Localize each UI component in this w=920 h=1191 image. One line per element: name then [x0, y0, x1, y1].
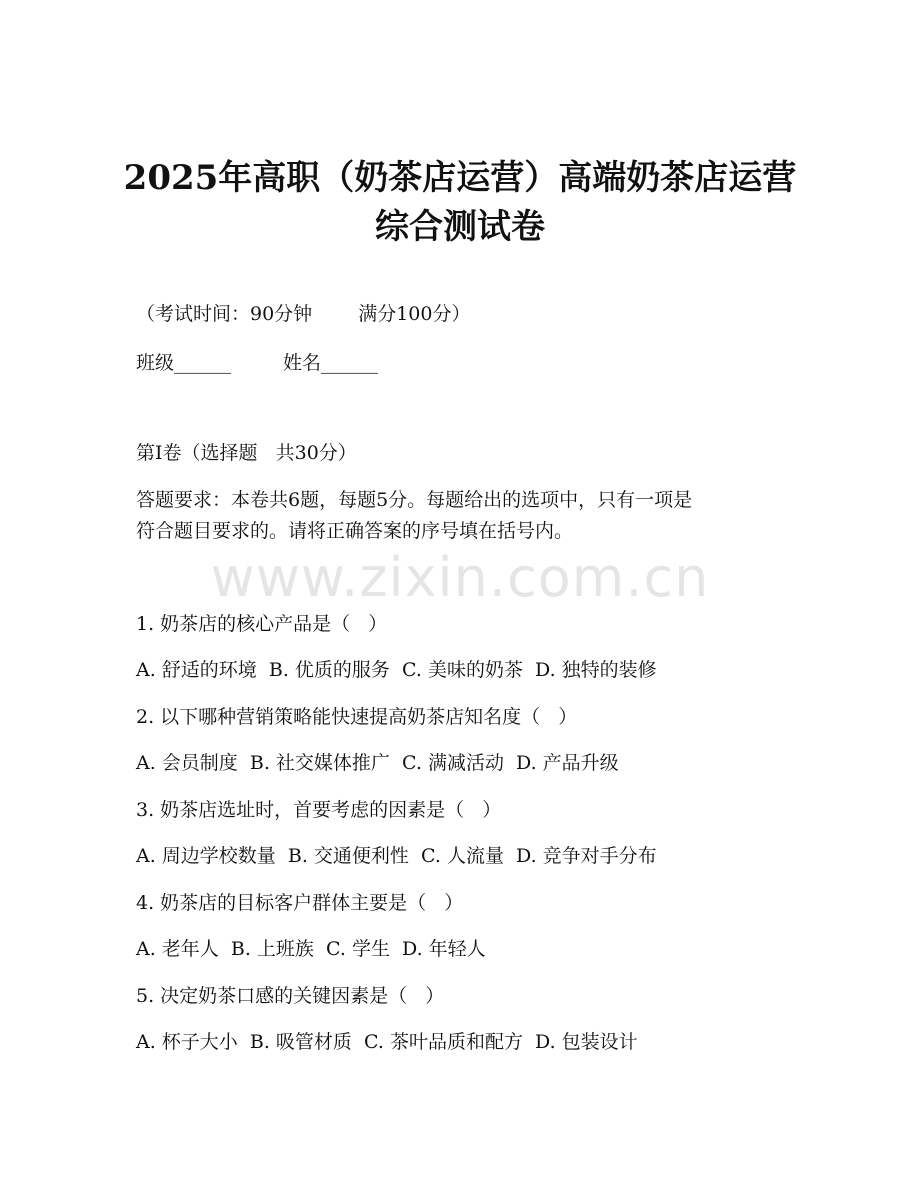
question-5-options: A. 杯子大小 B. 吸管材质 C. 茶叶品质和配方 D. 包装设计 [136, 1031, 638, 1053]
watermark: www.zixin.com.cn [210, 546, 710, 609]
exam-info [136, 301, 470, 327]
class-label: 班级______ [136, 352, 232, 374]
exam-total-score: 满分100分） [358, 303, 471, 325]
question-3-options: A. 周边学校数量 B. 交通便利性 C. 人流量 D. 竞争对手分布 [136, 845, 657, 867]
question-2-options: A. 会员制度 B. 社交媒体推广 C. 满减活动 D. 产品升级 [136, 752, 619, 774]
document-title-line2: 综合测试卷 [375, 207, 545, 247]
question-3-stem: 3. 奶茶店选址时，首要考虑的因素是（ ） [136, 799, 502, 821]
exam-time: （考试时间：90分钟 [136, 303, 313, 325]
document-title-line1: 2025年高职（奶茶店运营）高端奶茶店运营 [123, 158, 797, 198]
question-1-options: A. 舒适的环境 B. 优质的服务 C. 美味的奶茶 D. 独特的装修 [136, 659, 657, 681]
question-4-options: A. 老年人 B. 上班族 C. 学生 D. 年轻人 [136, 938, 486, 960]
question-5-stem: 5. 决定奶茶口感的关键因素是（ ） [136, 985, 445, 1007]
section-requirement-line2: 符合题目要求的。请将正确答案的序号填在括号内。 [136, 520, 574, 542]
name-label: 姓名______ [283, 352, 379, 374]
section-heading: 第I卷（选择题 共30分） [136, 442, 357, 464]
student-info [136, 350, 378, 376]
question-1-stem: 1. 奶茶店的核心产品是（ ） [136, 613, 388, 635]
question-2-stem: 2. 以下哪种营销策略能快速提高奶茶店知名度（ ） [136, 706, 578, 728]
question-4-stem: 4. 奶茶店的目标客户群体主要是（ ） [136, 892, 464, 914]
section-requirement-line1: 答题要求：本卷共6题，每题5分。每题给出的选项中，只有一项是 [136, 489, 693, 511]
